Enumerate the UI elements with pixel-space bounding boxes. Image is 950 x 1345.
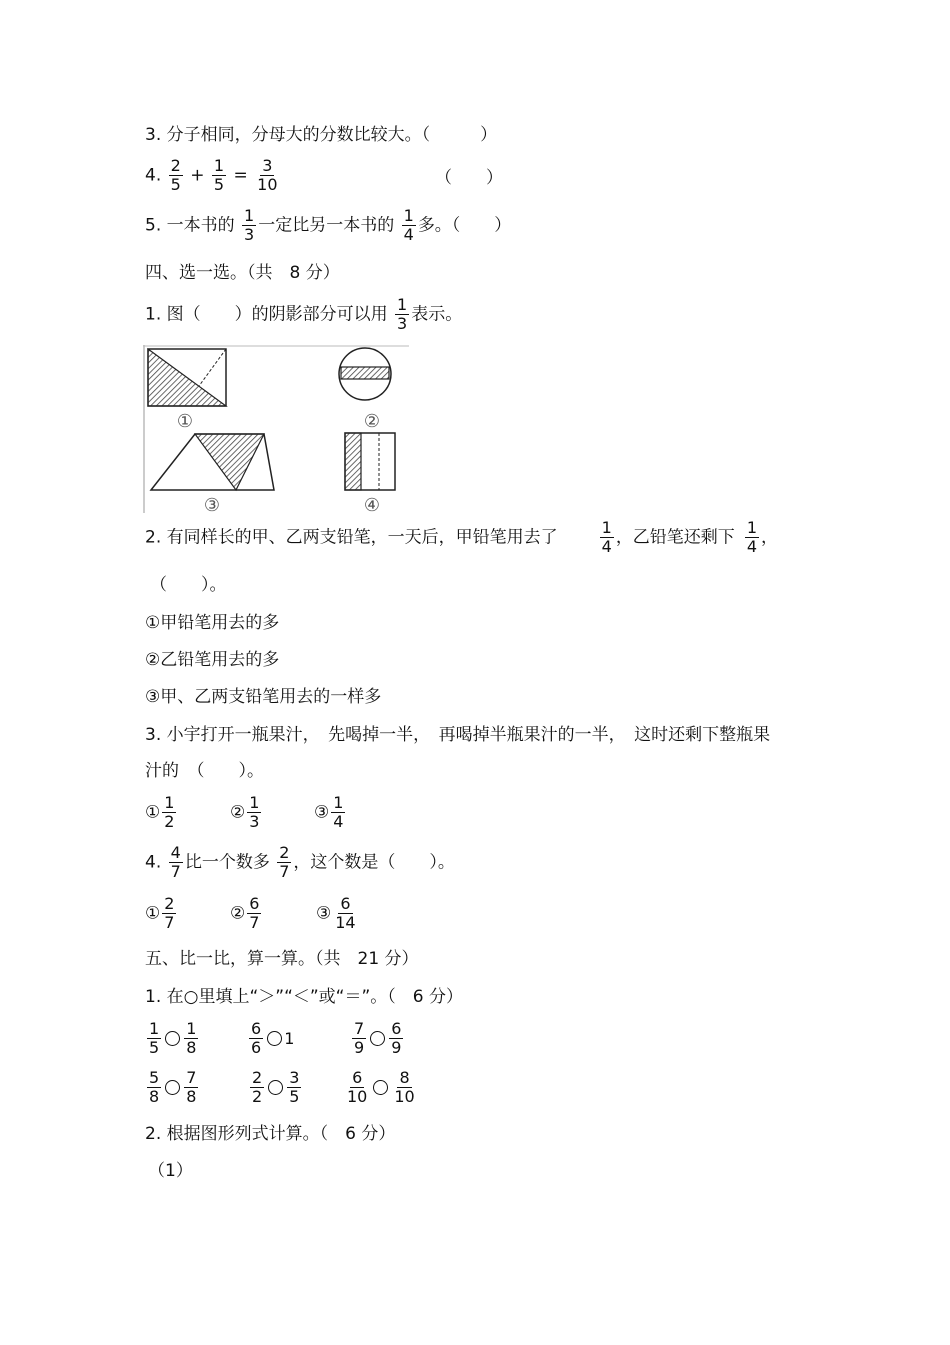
fraction: $\frac{7}{8}$ [186,1068,197,1106]
fraction: $\frac{1}{4}$ [601,518,612,556]
option-4-2-2: ②乙铅笔用去的多 [145,650,280,670]
fraction: $\frac{1}{3}$ [244,206,255,244]
question-text: ， [761,527,778,548]
fraction: $\frac{2}{5}$ [170,156,181,194]
question-5-1: 1. 在○里填上“＞”“＜”或“＝”。（ 6 分） [145,987,464,1007]
question-text: 比一个数多 [184,852,270,873]
question-text: ，乙铅笔还剩下 [615,527,735,548]
section-5-title: 五、比一比，算一算。（共 21 分） [145,949,419,969]
answer-circle[interactable] [268,1080,283,1095]
figure-label-4: ④ [363,495,381,513]
fraction: $\frac{6}{7}$ [249,894,260,932]
fraction: $\frac{8}{10}$ [394,1068,415,1106]
question-text: 一定比另一本书的 [258,215,395,236]
fraction: $\frac{5}{8}$ [149,1068,160,1106]
fraction: $\frac{6}{14}$ [335,894,356,932]
answer-circle[interactable] [165,1031,180,1046]
figure-2-circle [339,348,391,400]
fraction: $\frac{1}{5}$ [149,1019,160,1057]
fraction: $\frac{2}{7}$ [279,843,290,881]
question-text: 2. 有同样长的甲、乙两支铅笔，一天后，甲铅笔用去了 [145,527,558,548]
compare-item [145,1069,200,1106]
question-4-1 [145,296,462,333]
equals-sign: = [233,165,248,186]
fraction: $\frac{1}{5}$ [213,156,225,194]
question-text: 5. 一本书的 [145,215,235,236]
question-text: 3. 分子相同，分母大的分数比较大。（ [145,125,431,145]
option-4-4-3: ③ $\frac{6}{14}$ [316,894,356,932]
question-3-3 [145,124,497,146]
figure-3-trapezoid [151,434,274,490]
question-4-4 [145,844,455,881]
option-4-2-1: ①甲铅笔用去的多 [145,613,280,633]
answer-paren: （ ） [435,168,503,188]
question-text: 1. 图（ ）的阴影部分可以用 [145,304,388,325]
question-5-2: 2. 根据图形列式计算。（ 6 分） [145,1124,396,1144]
fraction: $\frac{1}{8}$ [186,1019,197,1057]
fraction: $\frac{3}{5}$ [289,1068,300,1106]
figure-label-2: ② [363,411,381,432]
question-3-4 [145,156,503,194]
fraction: $\frac{3}{10}$ [257,156,278,194]
compare-item [350,1020,405,1057]
question-4-3-line2: 汁的 （ ）。 [145,761,264,781]
question-text: 多。（ ） [417,215,512,236]
section-4-title: 四、选一选。（共 8 分） [145,263,340,283]
question-number: 4. [145,852,162,873]
shaded-figures [143,345,409,513]
question-4-3-line1: 3. 小宇打开一瓶果汁， 先喝掉一半， 再喝掉半瓶果汁的一半， 这时还剩下整瓶果 [145,725,771,745]
answer-circle[interactable] [267,1031,282,1046]
fraction: $\frac{7}{9}$ [354,1019,365,1057]
compare-item [343,1069,419,1106]
option-4-4-1: ① $\frac{2}{7}$ [145,894,175,932]
fraction: $\frac{6}{10}$ [347,1068,368,1106]
fraction: $\frac{4}{7}$ [170,843,181,881]
option-4-3-1: ① $\frac{1}{2}$ [145,793,175,831]
question-text: ，这个数是（ ）。 [293,852,455,873]
fraction: $\frac{6}{9}$ [391,1019,402,1057]
question-5-2-sub-1: （1） [148,1161,193,1181]
compare-item [145,1020,200,1057]
question-text: 表示。 [411,304,463,325]
answer-circle[interactable] [165,1080,180,1095]
compare-item [248,1069,303,1106]
figure-1-rectangle [148,349,226,406]
fraction: $\frac{1}{2}$ [164,793,175,831]
option-4-2-3: ③甲、乙两支铅笔用去的一样多 [145,687,382,707]
number: 1 [284,1029,295,1048]
answer-paren-close: ） [480,125,498,145]
fraction: $\frac{2}{7}$ [164,894,175,932]
option-4-4-2: ② $\frac{6}{7}$ [230,894,260,932]
question-4-2 [145,519,778,556]
question-number: 4. [145,165,162,186]
figure-label-1: ① [176,411,194,432]
question-3-5 [145,207,511,244]
fraction: $\frac{6}{6}$ [251,1019,262,1057]
answer-circle[interactable] [370,1031,385,1046]
option-4-3-3: ③ $\frac{1}{4}$ [314,793,344,831]
figure-4-rectangle [345,433,395,490]
fraction: $\frac{1}{4}$ [333,793,344,831]
fraction: $\frac{1}{3}$ [249,793,260,831]
compare-item [247,1020,294,1057]
question-4-2-paren: （ ）。 [150,575,227,595]
fraction: $\frac{1}{4}$ [746,518,757,556]
fraction: $\frac{1}{3}$ [397,295,408,333]
fraction: $\frac{2}{2}$ [252,1068,263,1106]
fraction: $\frac{1}{4}$ [403,206,414,244]
plus-sign: + [190,165,205,186]
figure-label-3: ③ [203,495,221,513]
option-4-3-2: ② $\frac{1}{3}$ [230,793,260,831]
answer-circle[interactable] [373,1080,388,1095]
